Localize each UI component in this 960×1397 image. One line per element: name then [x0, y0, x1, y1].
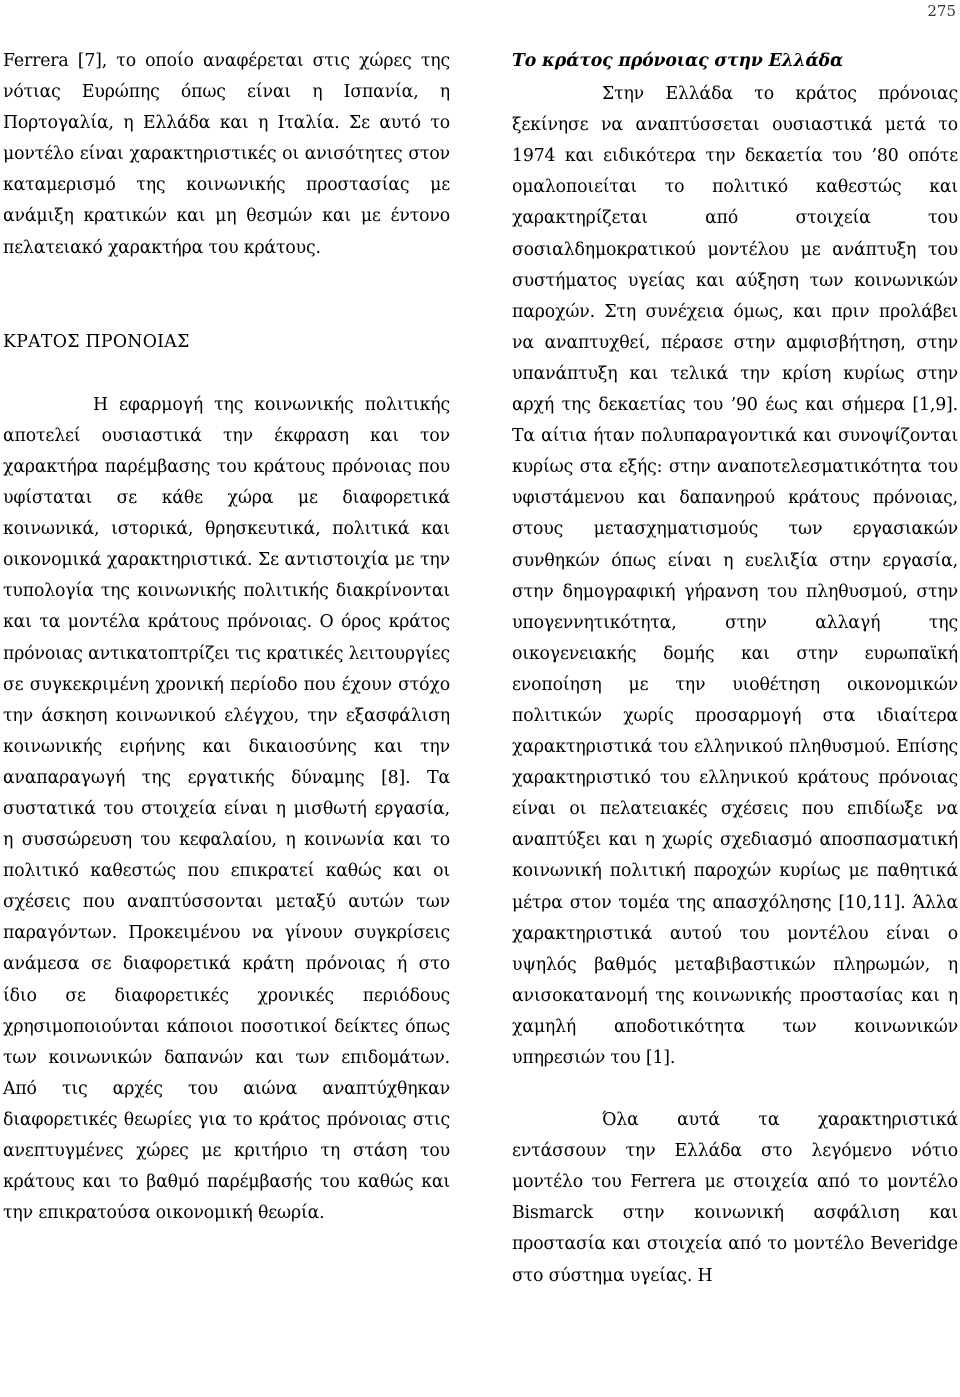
body-paragraph: Η εφαρμογή της κοινωνικής πολιτικής αποτελεί ουσιαστικά την έκφραση και τον χαρακτήρα παρέμβασης του κράτους πρόνοιας που υφίσταται σε κάθε χώρα με διαφορετικά κοινωνικά, ιστορικά, θρησκευτικά, πολιτικά και οικονομικά χαρακτηριστικά. Σε αντιστοιχία με την τυπολογία της κοινωνικής πολιτικής διακρίνονται και τα μοντέλα κράτους πρόνοιας. Ο όρος κράτος πρόνοιας αντικατοπτρίζει τις κρατικές λειτουργίες σε συγκεκριμένη χρονική περίοδο που έχουν στόχο την άσκηση κοινωνικού ελέγχου, την εξασφάλιση κοινωνικής ειρήνης και δικαιοσύνης και την αναπαραγωγή της εργατικής δύναμης [8]. Τα συστατικά του στοιχεία είναι η μισθωτή εργασία, η συσσώρευση του κεφαλαίου, η κοινωνία και το πολιτικό καθεστώς που επικρατεί καθώς και οι σχέσεις που αναπτύσσονται μεταξύ αυτών των παραγόντων. Προκειμένου να γίνουν συγκρίσεις ανάμεσα σε διαφορετικά κράτη πρόνοιας ή στο ίδιο σε διαφορετικές χρονικές περιόδους χρησιμοποιούνται κάποιοι ποσοτικοί δείκτες όπως των κοινωνικών δαπανών και των επιδομάτων. Από τις αρχές του αιώνα αναπτύχθηκαν διαφορετικές θεωρίες για το κράτος πρόνοιας στις ανεπτυγμένες χώρες με κριτήριο τη στάση του κράτους και το βαθμό παρέμβασής του καθώς και την επικρατούσα οικονομική θεωρία.	[3, 394, 450, 1224]
intro-paragraph: Ferrera [7], το οποίο αναφέρεται στις χώρες της νότιας Ευρώπης όπως είναι η Ισπανία, η Πορτογαλία, η Ελλάδα και η Ιταλία. Σε αυτό το μοντέλο είναι χαρακτηριστικές οι ανισότητες στον καταμερισμό της κοινωνικής προστασίας με ανάμιξη κρατικών και μη θεσμών και με έντονο πελατειακό χαρακτήρα του κράτους.	[3, 51, 450, 258]
spacer	[3, 358, 450, 390]
page-number: 275	[927, 2, 956, 20]
body-paragraph-1: Στην Ελλάδα το κράτος πρόνοιας ξεκίνησε να αναπτύσσεται ουσιαστικά μετά το 1974 και ειδικότερα την δεκαετία του ’80 οπότε ομαλοποιείται το πολιτικό καθεστώς και χαρακτηρίζεται από στοιχεία του σοσιαλδημοκρατικού μοντέλου με ανάπτυξη του συστήματος υγείας και αύξηση των κοινωνικών παροχών. Στη συνέχεια όμως, και πριν προλάβει να αναπτυχθεί, πέρασε στην αμφισβήτηση, στην υπανάπτυξη και τελικά την κρίση κυρίως στην αρχή της δεκαετίας του ’90 έως και σήμερα [1,9]. Τα αίτια ήταν πολυπαραγοντικά και συνοψίζονται κυρίως στα εξής: στην αναποτελεσματικότητα του υφιστάμενου και δαπανηρού κράτους πρόνοιας, στους μετασχηματισμούς των εργασιακών συνθηκών όπως είναι η ευελιξία στην εργασία, στην δημογραφική γήρανση του πληθυσμού, στην υπογεννητικότητα, στην αλλαγή της οικογενειακής δομής και στην ευρωπαϊκή ενοποίηση με την υιοθέτηση οικονομικών πολιτικών χωρίς προσαρμογή στα ιδιαίτερα χαρακτηριστικά του ελληνικού πληθυσμού. Επίσης χαρακτηριστικό του ελληνικού κράτους πρόνοιας είναι οι πελατειακές σχέσεις που επιδίωξε να αναπτύξει και η χωρίς σχεδιασμό αποσπασματική κοινωνική πολιτική παροχών κυρίως με παθητικά μέτρα στον τομέα της απασχόλησης [10,11]. Άλλα χαρακτηριστικά αυτού του μοντέλου είναι ο υψηλός βαθμός μεταβιβαστικών πληρωμών, η ανισοκατανομή της κοινωνικής προστασίας και η χαμηλή αποδοτικότητα των κοινωνικών υπηρεσιών του [1].	[512, 84, 958, 1068]
left-column	[3, 46, 450, 1229]
subsection-heading: Το κράτος πρόνοιας στην Ελλάδα	[512, 51, 844, 71]
body-paragraph-2: Όλα αυτά τα χαρακτηριστικά εντάσσουν την Ελλάδα στο λεγόμενο νότιο μοντέλο του Ferrera με στοιχεία από το μοντέλο Bismarck στην κοινωνική ασφάλιση και προστασία και στοιχεία από το μοντέλο Beveridge στο σύστημα υγείας. Η	[512, 1110, 958, 1286]
spacer	[512, 1074, 958, 1105]
section-heading: ΚΡΑΤΟΣ ΠΡΟΝΟΙΑΣ	[3, 331, 190, 352]
spacer	[3, 264, 450, 327]
right-column	[512, 46, 958, 1292]
